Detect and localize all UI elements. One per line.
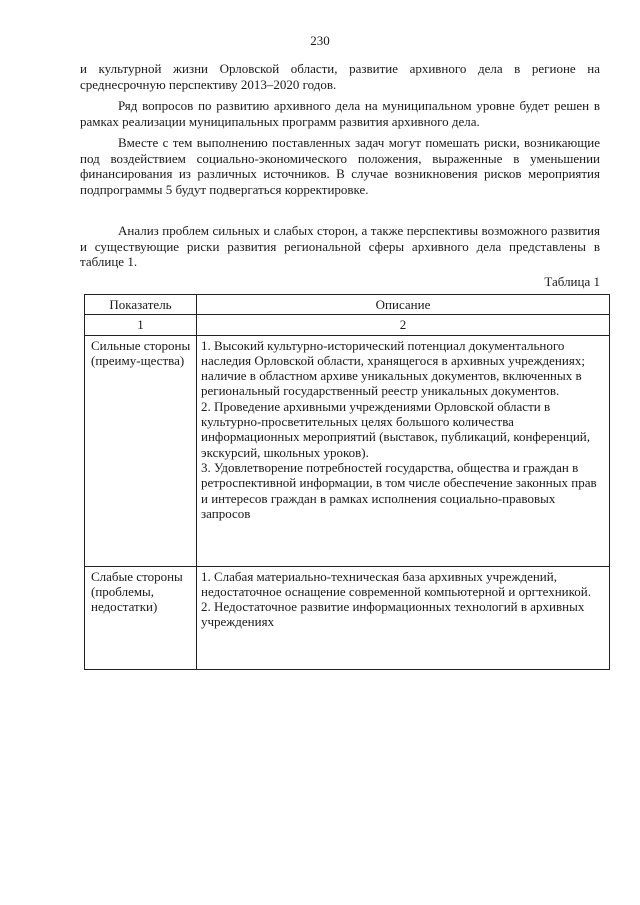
list-item: 2. Проведение архивными учреждениями Орловской области в культурно-просветительных целях большого количества информационных мероприятий (выставок, публикаций, конференций, экскурсий, школьных уроков).	[201, 398, 590, 460]
paragraph-1: и культурной жизни Орловской области, развитие архивного дела в регионе на среднесрочную перспективу 2013–2020 годов.	[80, 61, 600, 92]
page-number: 230	[310, 33, 330, 48]
paragraph-4: Анализ проблем сильных и слабых сторон, а также перспективы возможного развития и существующие риски развития региональной сферы архивного дела представлены в таблице 1.	[80, 223, 600, 269]
paragraph-2: Ряд вопросов по развитию архивного дела на муниципальном уровне будет решен в рамках реализации муниципальных программ развития архивного дела.	[80, 98, 600, 129]
swot-table	[84, 294, 610, 670]
header-indicator: Показатель	[85, 295, 197, 315]
list-item: 1. Слабая материально-техническая база архивных учреждений, недостаточное оснащение современной компьютерной и оргтехникой.	[201, 568, 591, 599]
list-item: 3. Удовлетворение потребностей государства, общества и граждан в ретроспективной информации, в том числе обеспечение законных прав и интересов граждан в рамках исполнения социально-правовых запросов	[201, 459, 597, 521]
table-column-number-row	[85, 315, 610, 335]
description-weaknesses	[197, 566, 610, 669]
list-item: 1. Высокий культурно-исторический потенциал документального наследия Орловской области, хранящегося в архивных учреждениях; наличие в областном архиве уникальных документов, включенных в региональный государственный реестр уникальных документов.	[201, 337, 585, 399]
list-item: 2. Недостаточное развитие информационных технологий в архивных учреждениях	[201, 599, 585, 630]
paragraph-3: Вместе с тем выполнению поставленных задач могут помешать риски, возникающие под воздействием социально-экономического положения, выраженные в уменьшении финансирования из различных источников. В случае возникновения рисков мероприятия подпрограммы 5 будут подвергаться корректировке.	[80, 135, 600, 197]
indicator-weaknesses: Слабые стороны (проблемы, недостатки)	[85, 566, 197, 669]
table-header-row	[85, 295, 610, 315]
table-row	[85, 335, 610, 566]
table-row	[85, 566, 610, 669]
table-caption: Таблица 1	[544, 274, 600, 289]
indicator-strengths: Сильные стороны (преиму-щества)	[85, 335, 197, 566]
column-number-1: 1	[85, 315, 197, 335]
description-strengths	[197, 335, 610, 566]
column-number-2: 2	[197, 315, 610, 335]
header-description: Описание	[197, 295, 610, 315]
